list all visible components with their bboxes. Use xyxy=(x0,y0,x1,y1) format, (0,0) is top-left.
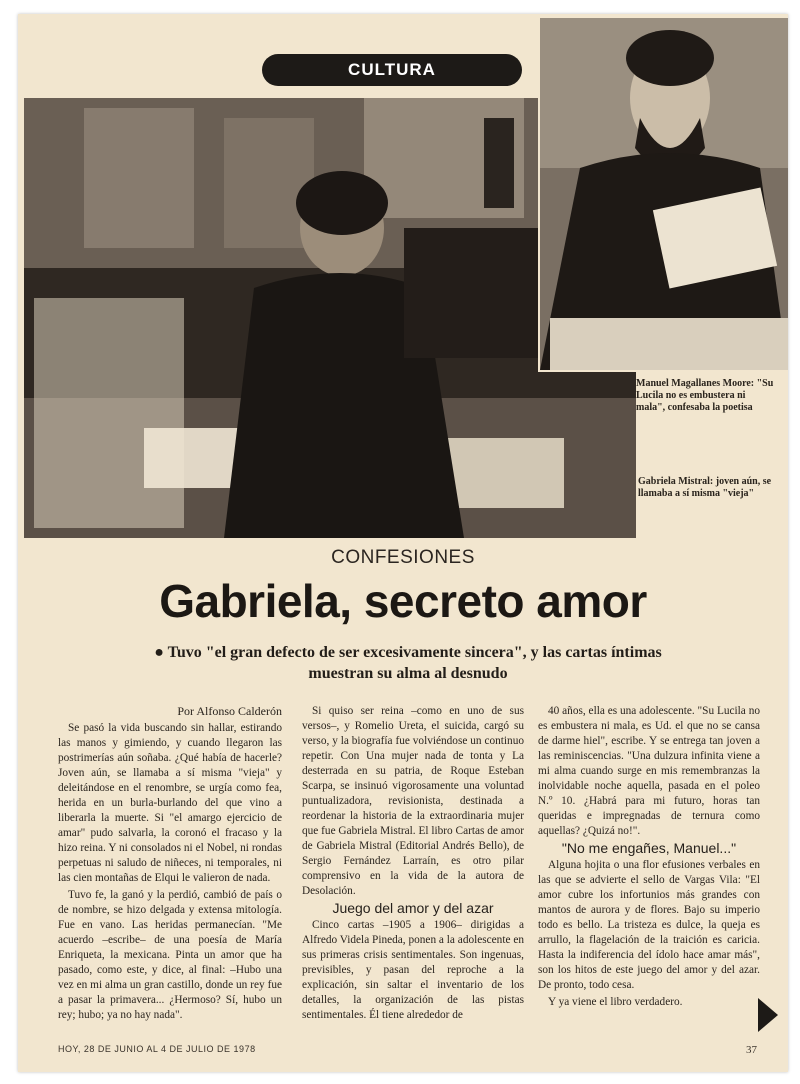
headline: Gabriela, secreto amor xyxy=(159,575,647,627)
kicker: CONFESIONES xyxy=(331,547,475,568)
newspaper-page xyxy=(18,14,788,1072)
subhead: Juego del amor y del azar xyxy=(332,900,494,916)
byline: Por Alfonso Calderón xyxy=(177,704,282,718)
footer-date: HOY, 28 DE JUNIO AL 4 DE JULIO DE 1978 xyxy=(58,1044,256,1054)
subhead: "No me engañes, Manuel..." xyxy=(561,840,737,856)
side-photo xyxy=(538,18,788,372)
column-2 xyxy=(302,704,524,1025)
continue-arrow-icon xyxy=(758,998,778,1032)
paragraph: Cinco cartas –1905 a 1906– dirigidas a Alfredo Videla Pineda, ponen a la adolescente en sus primeras crisis sentimentales. Son ingenuas, previsibles, y pasan del reproche a la explicación, sin saltar el inventario de los detalles, la organización de las pistas sentimentales. Él tiene alrededor de xyxy=(302,919,524,1021)
paragraph: Alguna hojita o una flor efusiones verbales en las que se advierte el sello de Vargas Vila: "El amor cubre los infortunios más grandes con mantos de aurora y de flores. Bajo su imperio todo es bello. La tristeza es dulce, la queja es arrullo, la flagelación de la traición es caricia. Hasta la indiferencia del ídolo hace amar más", son los hitos de este juego del amor y del azar. De pronto, todo cesa. xyxy=(538,859,760,991)
paragraph: Se pasó la vida buscando sin hallar, estirando las manos y gimiendo, y cuando llegaron las postrimerías aún soñaba. ¿Qué había de hacerle? Joven aún, se llamaba a sí misma "vieja" y deleitándose en el renombre, se urgía como fea, herida en un burla-burlando del que vino a liberarla la muerte. Si "el amargo ejercicio de amar" pudo salvarla, la coronó el fracaso y la hizo reina. Y ni consolados ni el Nobel, ni rondas perpetuas ni saludo de niñeces, ni temporales, ni las cien montañas de Elqui le valieron de nada. xyxy=(58,722,282,884)
main-photo-caption: Gabriela Mistral: joven aún, se llamaba a sí misma "vieja" xyxy=(638,476,772,499)
deck-text: Tuvo "el gran defecto de ser excesivamente sincera", y las cartas íntimas muestran su alma al desnudo xyxy=(167,644,662,682)
photo-manuel-magallanes xyxy=(540,18,788,370)
deck: ● Tuvo "el gran defecto de ser excesivamente sincera", y las cartas íntimas muestran su alma al desnudo xyxy=(154,644,662,682)
column-1 xyxy=(58,704,282,1025)
side-photo-caption: Manuel Magallanes Moore: "Su Lucila no es embustera ni mala", confesaba la poetisa xyxy=(636,378,774,413)
section-badge: CULTURA xyxy=(262,54,522,86)
page-number: 37 xyxy=(746,1044,757,1056)
paragraph: Si quiso ser reina –como en uno de sus versos–, y Romelio Ureta, el suicida, cargó su verso, y la biografía fue volviéndose un continuo repetir. Con Una mujer nada de tonta y La desterrada en su patria, de Roque Esteban Scarpa, se insinuó vigorosamente una voluntad puntualizadora, revisionista, destinada a reordenar la historia de la extraordinaria mujer que fue Gabriela Mistral. El libro Cartas de amor de Gabriela Mistral (Editorial Andrés Bello), de Sergio Fernández Larraín, es otro pilar comprensivo en la vida de la autora de Desolación. xyxy=(302,705,524,897)
paragraph: Tuvo fe, la ganó y la perdió, cambió de país o de nombre, se hizo delgada y extensa mitología. Fue en vano. Las heridas permanecían. "Me acuerdo –escribe– de una poesía de María Enriqueta, la mexicana. Pinta un amor que ha pasado, como este, y dice, al final: –Hubo una vez en mi alma un gran castillo, donde un rey fue a pasar la primavera... ¿Hermoso? Sí, hubo un rey; hubo; ya no hay nada". xyxy=(58,889,282,1021)
column-3 xyxy=(538,704,760,1012)
paragraph: Y ya viene el libro verdadero. xyxy=(548,996,683,1008)
paragraph: 40 años, ella es una adolescente. "Su Lucila no es embustera ni mala, es Ud. el que no se cansa de darme hiel", escribe. Y se entrega tan joven a las reminiscencias. "Una dulzura infinita viene a mi alma cuando surge en mis remembranzas la inolvidable noche aquella, pasada en el poleo N.º 10. ¿Habrá para mi futuro, horas tan queridas e impregnadas de ternura como aquellas? ¿Quizá no!". xyxy=(538,705,760,837)
